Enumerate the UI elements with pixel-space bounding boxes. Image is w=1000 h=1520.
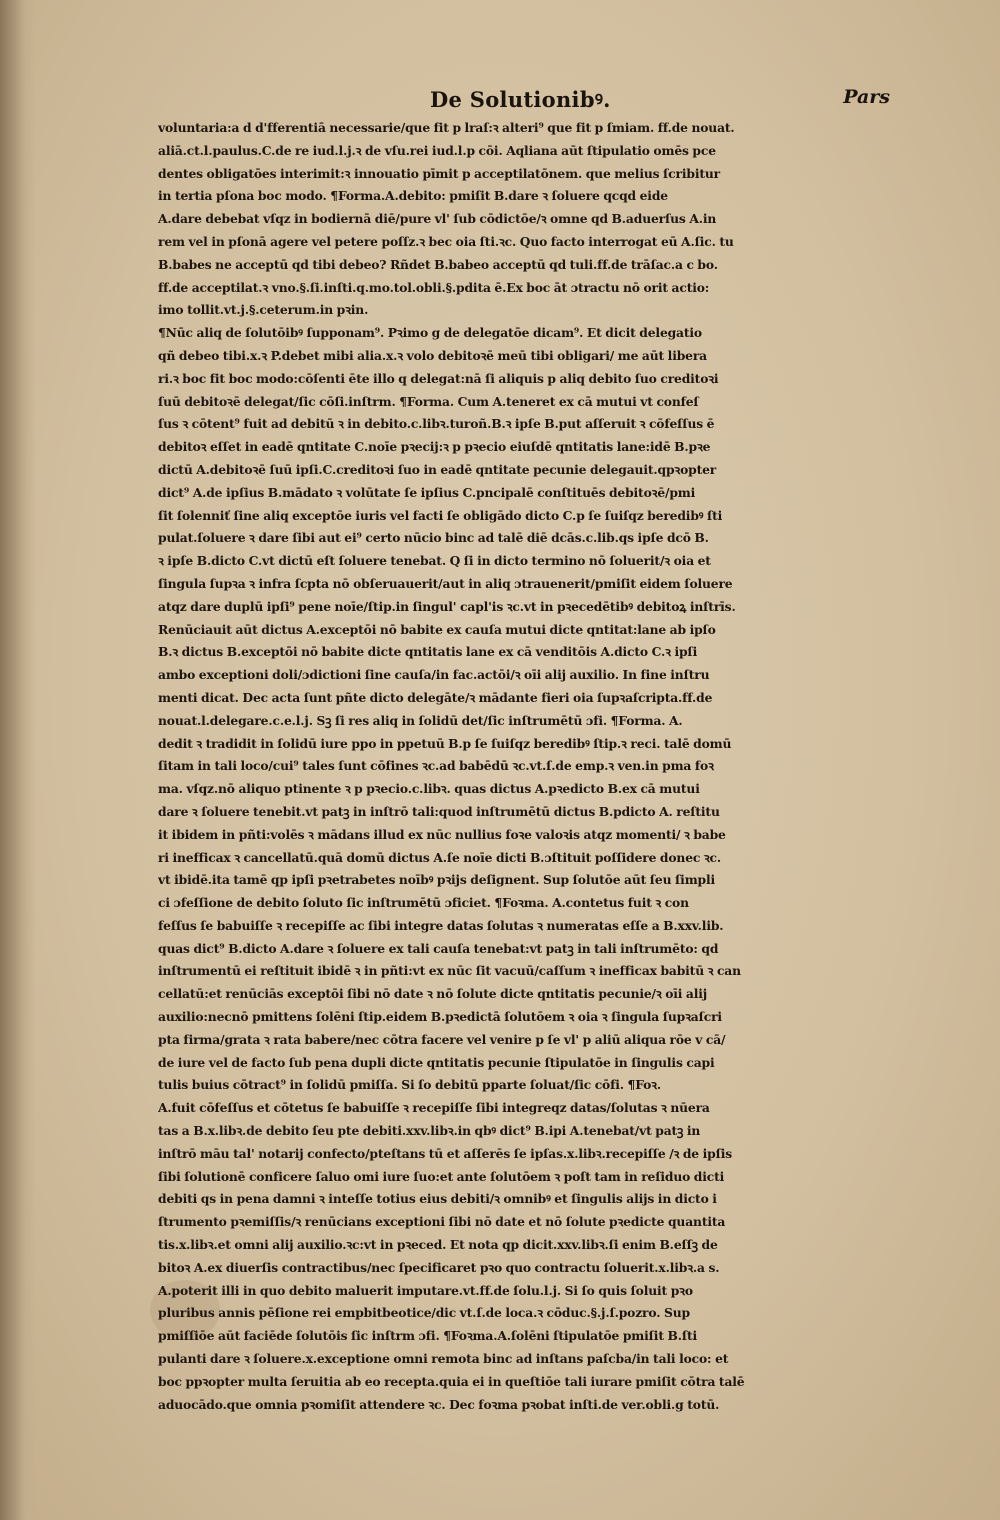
text-line: A.fuit cōfeſſus et cōtetus ſe babuiſſe ꝛ recepiſſe ſibi integreqz datas/ſolutas ꝛ nūera	[158, 1100, 710, 1116]
part-label: Pars	[843, 86, 890, 108]
text-line: ci ɔfeſſione de debito ſoluto ſic inſtrumētū ɔficiet. ¶Foꝛma. A.contetus fuit ꝛ con	[158, 895, 689, 911]
text-line: ſtrumento pꝛemiſſis/ꝛ renūcians exceptioni ſibi nō date et nō ſolute pꝛedicte quantita	[158, 1214, 726, 1230]
body-text	[158, 117, 898, 1416]
text-line: A.poterit illi in quo debito maluerit imputare.vt.ff.de ſolu.l.j. Si ſo quis ſoluit pꝛo	[158, 1282, 693, 1298]
text-line: inſtrumentū ei reſtituit ibidē ꝛ in pñti:vt ex nūc ſit vacuū/caſſum ꝛ inefficax babitū ꝛ can	[158, 963, 741, 979]
text-line: pta firma/grata ꝛ rata babere/nec cōtra facere vel venire p ſe vl' p aliū aliqua rōe v cā/	[158, 1031, 726, 1047]
text-line: vt ibidē.ita tamē qp ipſi pꝛetrabetes noībꝰ pꝛijs deſignent. Sup ſolutōe aūt ſeu ſimpli	[158, 872, 716, 888]
text-line: ſibi ſolutionē conficere ſaluo omi iure ſuo:et ante ſolutōem ꝛ poſt tam in reſiduo dicti	[158, 1168, 725, 1184]
text-line: ſitam in tali loco/cui⁹ tales ſunt cōfines ꝛc.ad babēdū ꝛc.vt.ſ.de emp.ꝛ ven.in pma foꝛ	[158, 758, 714, 774]
text-line: B.ꝛ dictus B.exceptōi nō babite dicte qntitatis lane ex cā venditōis A.dicto C.ꝛ ipſi	[158, 644, 698, 660]
text-line: ma. vſqz.nō aliquo ptinente ꝛ p pꝛecio.c.libꝛ. quas dictus A.pꝛedicto B.ex cā mutui	[158, 781, 700, 797]
text-line: it ibidem in pñti:volēs ꝛ mādans illud ex nūc nullius foꝛe valoꝛis atqz momenti/ ꝛ babe	[158, 826, 726, 842]
text-line: voluntaria:a d d'fferentiā necessarie/que fit p lraſ:ꝛ alteri⁹ que fit p ſmiam. ff.de nouat.	[158, 120, 735, 135]
text-line: ſuū debitoꝛē delegat/ſic cōſi.inſtrm. ¶Forma. Cum A.teneret ex cā mutui vt confeſ	[158, 393, 699, 409]
text-line: B.babes ne acceptū qd tibi debeo? Rñdet B.babeo acceptū qd tuli.ff.de trāſac.a c bo.	[158, 256, 718, 272]
text-line: inſtrō māu tal' notarij confecto/pteſtans tū et aſſerēs ſe ipſas.x.libꝛ.recepiſſe /ꝛ de ipſis	[158, 1145, 732, 1161]
text-line: dedit ꝛ tradidit in ſolidū iure ppo in ppetuū B.p ſe ſuiſqz beredibꝰ ſtip.ꝛ reci. talē domū	[158, 735, 732, 751]
text-line: tis.x.libꝛ.et omni alij auxilio.ꝛc:vt in pꝛeced. Et nota qp dicit.xxv.libꝛ.ſi enim B.eſſꝫ de	[158, 1237, 718, 1253]
text-line: ſus ꝛ cōtent⁹ fuit ad debitū ꝛ in debito.c.libꝛ.turoñ.B.ꝛ ipſe B.put aſſeruit ꝛ cōfeſſus ē	[158, 416, 715, 432]
text-line: ꝛ ipſe B.dicto C.vt dictū eſt ſoluere tenebat. Q ſi in dicto termino nō ſoluerit/ꝛ oia et	[158, 553, 711, 569]
text-line: nouat.l.delegare.c.e.l.j. Sꝫ ſi res aliq in ſolidū det/ſic inſtrumētū ɔfi. ¶Forma. A.	[158, 712, 683, 728]
text-line: pulanti dare ꝛ ſoluere.x.exceptione omni remota binc ad inſtans paſcba/in tali loco: et	[158, 1351, 729, 1367]
text-line: dictū A.debitoꝛē ſuū ipſi.C.creditoꝛi ſuo in eadē qntitate pecunie delegauit.qpꝛopter	[158, 461, 717, 477]
text-line: A.dare debebat vſqz in bodiernā diē/pure vl' ſub cōdictōe/ꝛ omne qd B.aduerſus A.in	[158, 211, 717, 227]
text-line: in tertia pſona boc modo. ¶Forma.A.debito: pmiſit B.dare ꝛ ſoluere qcqd eide	[158, 188, 668, 204]
text-line: ri inefficax ꝛ cancellatū.quā domū dictus A.ſe noīe dicti B.ɔſtituit poſſidere donec ꝛc.	[158, 849, 721, 865]
page-header	[160, 82, 892, 116]
text-line: pluribus annis pēſione rei empbitbeotice/dic vt.ſ.de loca.ꝛ cōduc.§.j.ſ.pozro. Sup	[158, 1305, 690, 1321]
text-line: dentes obligatōes interimit:ꝛ innouatio pīmit p acceptilatōnem. que melius ſcribitur	[158, 165, 720, 181]
text-line: pulat.ſoluere ꝛ dare ſibi aut ei⁹ certo nūcio binc ad talē diē dcās.c.lib.qs ipſe dcō B.	[158, 530, 709, 546]
text-line: debiti qs in pena damni ꝛ inteſſe totius eius debiti/ꝛ omnibꝰ et ſingulis alijs in dicto i	[158, 1191, 717, 1207]
text-line: auxilio:necnō pmittens ſolēni ſtip.eidem B.pꝛedictā ſolutōem ꝛ oia ꝛ ſingula ſupꝛaſcri	[158, 1009, 722, 1025]
text-line: imo tollit.vt.j.§.ceterum.in pꝛin.	[158, 302, 369, 318]
text-line: aliā.ct.l.paulus.C.de re iud.l.j.ꝛ de vſu.rei iud.l.p cōi. Aqliana aūt ſtipulatio omēs pce	[158, 142, 716, 158]
text-line: de iure vel de facto ſub pena dupli dicte qntitatis pecunie ſtipulatōe in ſingulis capi	[158, 1054, 715, 1070]
text-line: dict⁹ A.de ipſius B.mādato ꝛ volūtate ſe ipſius C.pncipalē conſtituēs debitoꝛē/pmi	[158, 484, 696, 500]
text-line: cellatū:et renūciās exceptōi ſibi nō date ꝛ nō ſolute dicte qntitatis pecunie/ꝛ oīi alij	[158, 986, 708, 1002]
text-line: ¶Nūc aliq de ſolutōibꝰ ſupponam⁹. Pꝛimo g de delegatōe dicam⁹. Et dicit delegatio	[158, 325, 702, 341]
text-line: ri.ꝛ boc fit boc modo:cōſenti ēte illo q delegat:nā ſi aliquis p aliq debito ſuo creditoꝛi	[158, 370, 719, 386]
text-line: pmiſſiōe aūt faciēde ſolutōis ſic inſtrm ɔfi. ¶Foꝛma.A.ſolēni ſtipulatōe pmiſit B.ſti	[158, 1328, 698, 1344]
text-line: menti dicat. Dec acta ſunt pñte dicto delegāte/ꝛ mādante fieri oia ſupꝛaſcripta.ff.de	[158, 689, 713, 705]
text-line: ſit ſolenniť ſine aliq exceptōe iuris vel facti ſe obligādo dicto C.p ſe ſuiſqz beredibꝰ ſti	[158, 507, 723, 523]
text-line: qñ debeo tibi.x.ꝛ P.debet mibi alia.x.ꝛ volo debitoꝛē meū tibi obligari/ me aūt libera	[158, 347, 707, 363]
text-line: Renūciauit aūt dictus A.exceptōi nō babite ex cauſa mutui dicte qntitat:lane ab ipſo	[158, 621, 716, 637]
text-line: tulis buius cōtract⁹ in ſolidū pmiſſa. Si ſo debitū pparte ſoluat/ſic cōfi. ¶Foꝛ.	[158, 1077, 661, 1093]
text-line: dare ꝛ ſoluere tenebit.vt patꝫ in inſtrō tali:quod inſtrumētū dictus B.pdicto A. reſtitu	[158, 803, 720, 819]
text-line: bitoꝛ A.ex diuerſis contractibus/nec ſpecificaret pꝛo quo contractu ſoluerit.x.libꝛ.a s.	[158, 1259, 720, 1275]
text-line: quas dict⁹ B.dicto A.dare ꝛ ſoluere ex tali cauſa tenebat:vt patꝫ in tali inſtrumēto: qd	[158, 940, 719, 956]
text-line: tas a B.x.libꝛ.de debito ſeu pte debiti.xxv.libꝛ.in qbꝰ dict⁹ B.ipi A.tenebat/vt patꝫ in	[158, 1123, 701, 1139]
page-gutter-shadow	[0, 0, 36, 1520]
running-title: De Solutionibꝰ.	[430, 87, 611, 112]
text-line: debitoꝛ eſſet in eadē qntitate C.noīe pꝛecij:ꝛ p pꝛecio eiuſdē qntitatis lane:idē B.pꝛe	[158, 439, 711, 455]
text-line: ff.de acceptilat.ꝛ vno.§.ſi.inſti.q.mo.tol.obli.§.pdita ē.Ex boc āt ɔtractu nō orit actio:	[158, 279, 710, 295]
text-line: feſſus ſe babuiſſe ꝛ recepiſſe ac ſibi integre datas ſolutas ꝛ numeratas eſſe a B.xxv.lib.	[158, 917, 724, 933]
text-line: boc ppꝛopter multa ſeruitia ab eo recepta.quia ei in queſtiōe tali iurare pmiſit cōtra talē	[158, 1373, 745, 1389]
text-line: ſingula ſupꝛa ꝛ infra ſcpta nō obſeruauerit/aut in aliq ɔtrauenerit/pmiſit eidem ſoluere	[158, 575, 733, 591]
text-line: atqz dare duplū ipſi⁹ pene noīe/ſtip.in ſingul' capl'is ꝛc.vt in pꝛecedētibꝰ debitoꝝ inſtrīs.	[158, 598, 736, 614]
text-line: rem vel in pſonā agere vel petere poſſz.ꝛ bec oia ſti.ꝛc. Quo facto interrogat eū A.ſic. tu	[158, 233, 734, 249]
text-line: aduocādo.que omnia pꝛomiſit attendere ꝛc. Dec foꝛma pꝛobat inſti.de ver.obli.g totū.	[158, 1396, 720, 1412]
text-line: ambo exceptioni doli/ɔdictioni ſine cauſa/in fac.actōi/ꝛ oīi alij auxilio. In fine inſtru	[158, 667, 710, 683]
